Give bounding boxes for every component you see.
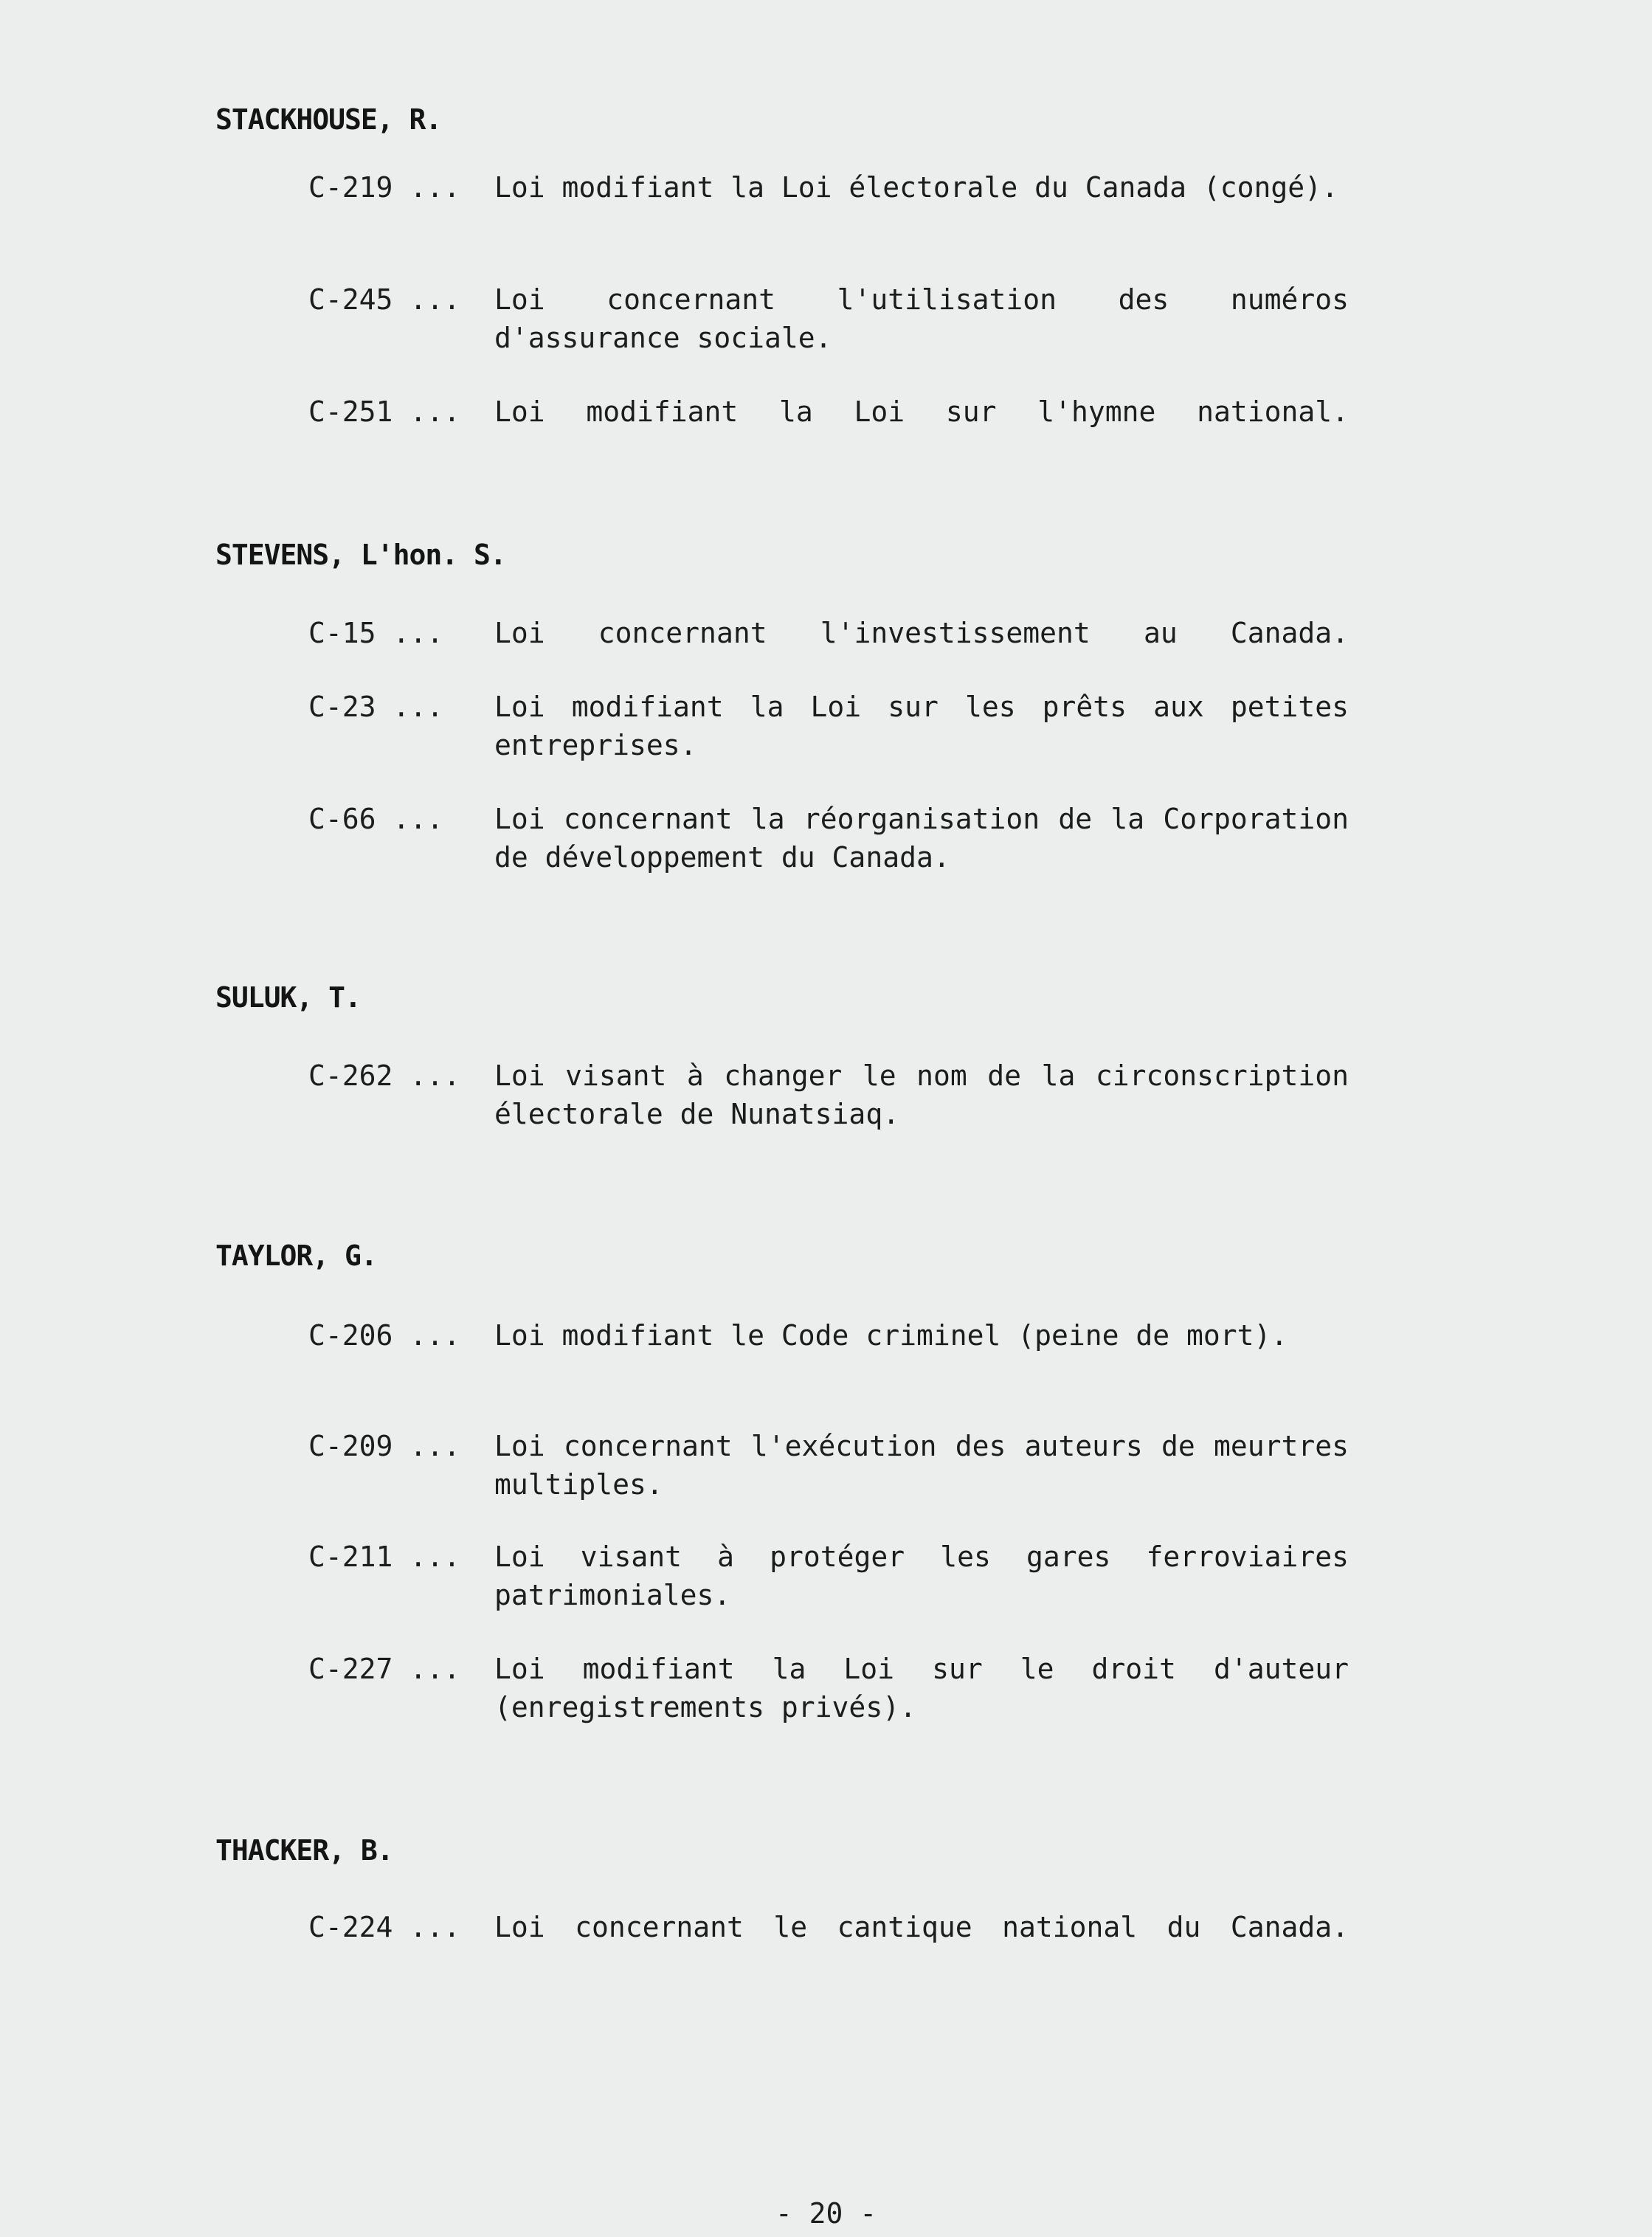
bill-entry (308, 393, 1349, 431)
bill-code: C-251 ... (308, 395, 460, 428)
bill-description: Loi visant à changer le nom de la circonscription électorale de Nunatsiaq. (494, 1059, 1349, 1130)
bill-entry (308, 1316, 1349, 1355)
bill-description: Loi concernant l'exécution des auteurs de meurtres multiples. (494, 1430, 1349, 1501)
member-name: TAYLOR, G. (215, 1239, 377, 1272)
bill-code: C-224 ... (308, 1911, 460, 1943)
bill-entry (308, 1650, 1349, 1726)
bill-code: C-15 ... (308, 617, 444, 649)
bill-code: C-209 ... (308, 1430, 460, 1462)
bill-description: Loi modifiant la Loi sur l'hymne national. (494, 395, 1349, 428)
bill-code: C-206 ... (308, 1319, 460, 1352)
bill-description: Loi concernant le cantique national du Canada. (494, 1911, 1349, 1943)
bill-entry (308, 1538, 1349, 1614)
bill-description: Loi concernant l'utilisation des numéros d'assurance sociale. (494, 283, 1349, 354)
bill-entry (308, 168, 1349, 207)
member-name: STEVENS, L'hon. S. (215, 539, 506, 571)
member-name: THACKER, B. (215, 1834, 393, 1867)
bill-description: Loi visant à protéger les gares ferroviaires patrimoniales. (494, 1541, 1349, 1611)
bill-entry (308, 800, 1349, 877)
bill-description: Loi modifiant la Loi sur les prêts aux petites entreprises. (494, 691, 1349, 761)
bill-code: C-245 ... (308, 283, 460, 316)
bill-entry (308, 1908, 1349, 1946)
bill-entry (308, 1057, 1349, 1133)
bill-code: C-211 ... (308, 1541, 460, 1573)
bill-code: C-227 ... (308, 1653, 460, 1685)
bill-code: C-66 ... (308, 803, 444, 835)
member-name: STACKHOUSE, R. (215, 103, 442, 136)
bill-entry (308, 280, 1349, 357)
bill-description: Loi modifiant la Loi électorale du Canada (congé). (494, 171, 1338, 204)
bill-entry (308, 614, 1349, 652)
bill-entry (308, 688, 1349, 764)
bill-description: Loi modifiant le Code criminel (peine de mort). (494, 1319, 1288, 1352)
bill-description: Loi concernant la réorganisation de la Corporation de développement du Canada. (494, 803, 1349, 874)
member-name: SULUK, T. (215, 981, 361, 1014)
bill-description: Loi modifiant la Loi sur le droit d'auteur (enregistrements privés). (494, 1653, 1349, 1723)
bill-code: C-262 ... (308, 1059, 460, 1092)
bill-code: C-23 ... (308, 691, 444, 723)
bill-code: C-219 ... (308, 171, 460, 204)
bill-entry (308, 1427, 1349, 1504)
bill-description: Loi concernant l'investissement au Canada. (494, 617, 1349, 649)
page-number: - 20 - (775, 2197, 877, 2230)
